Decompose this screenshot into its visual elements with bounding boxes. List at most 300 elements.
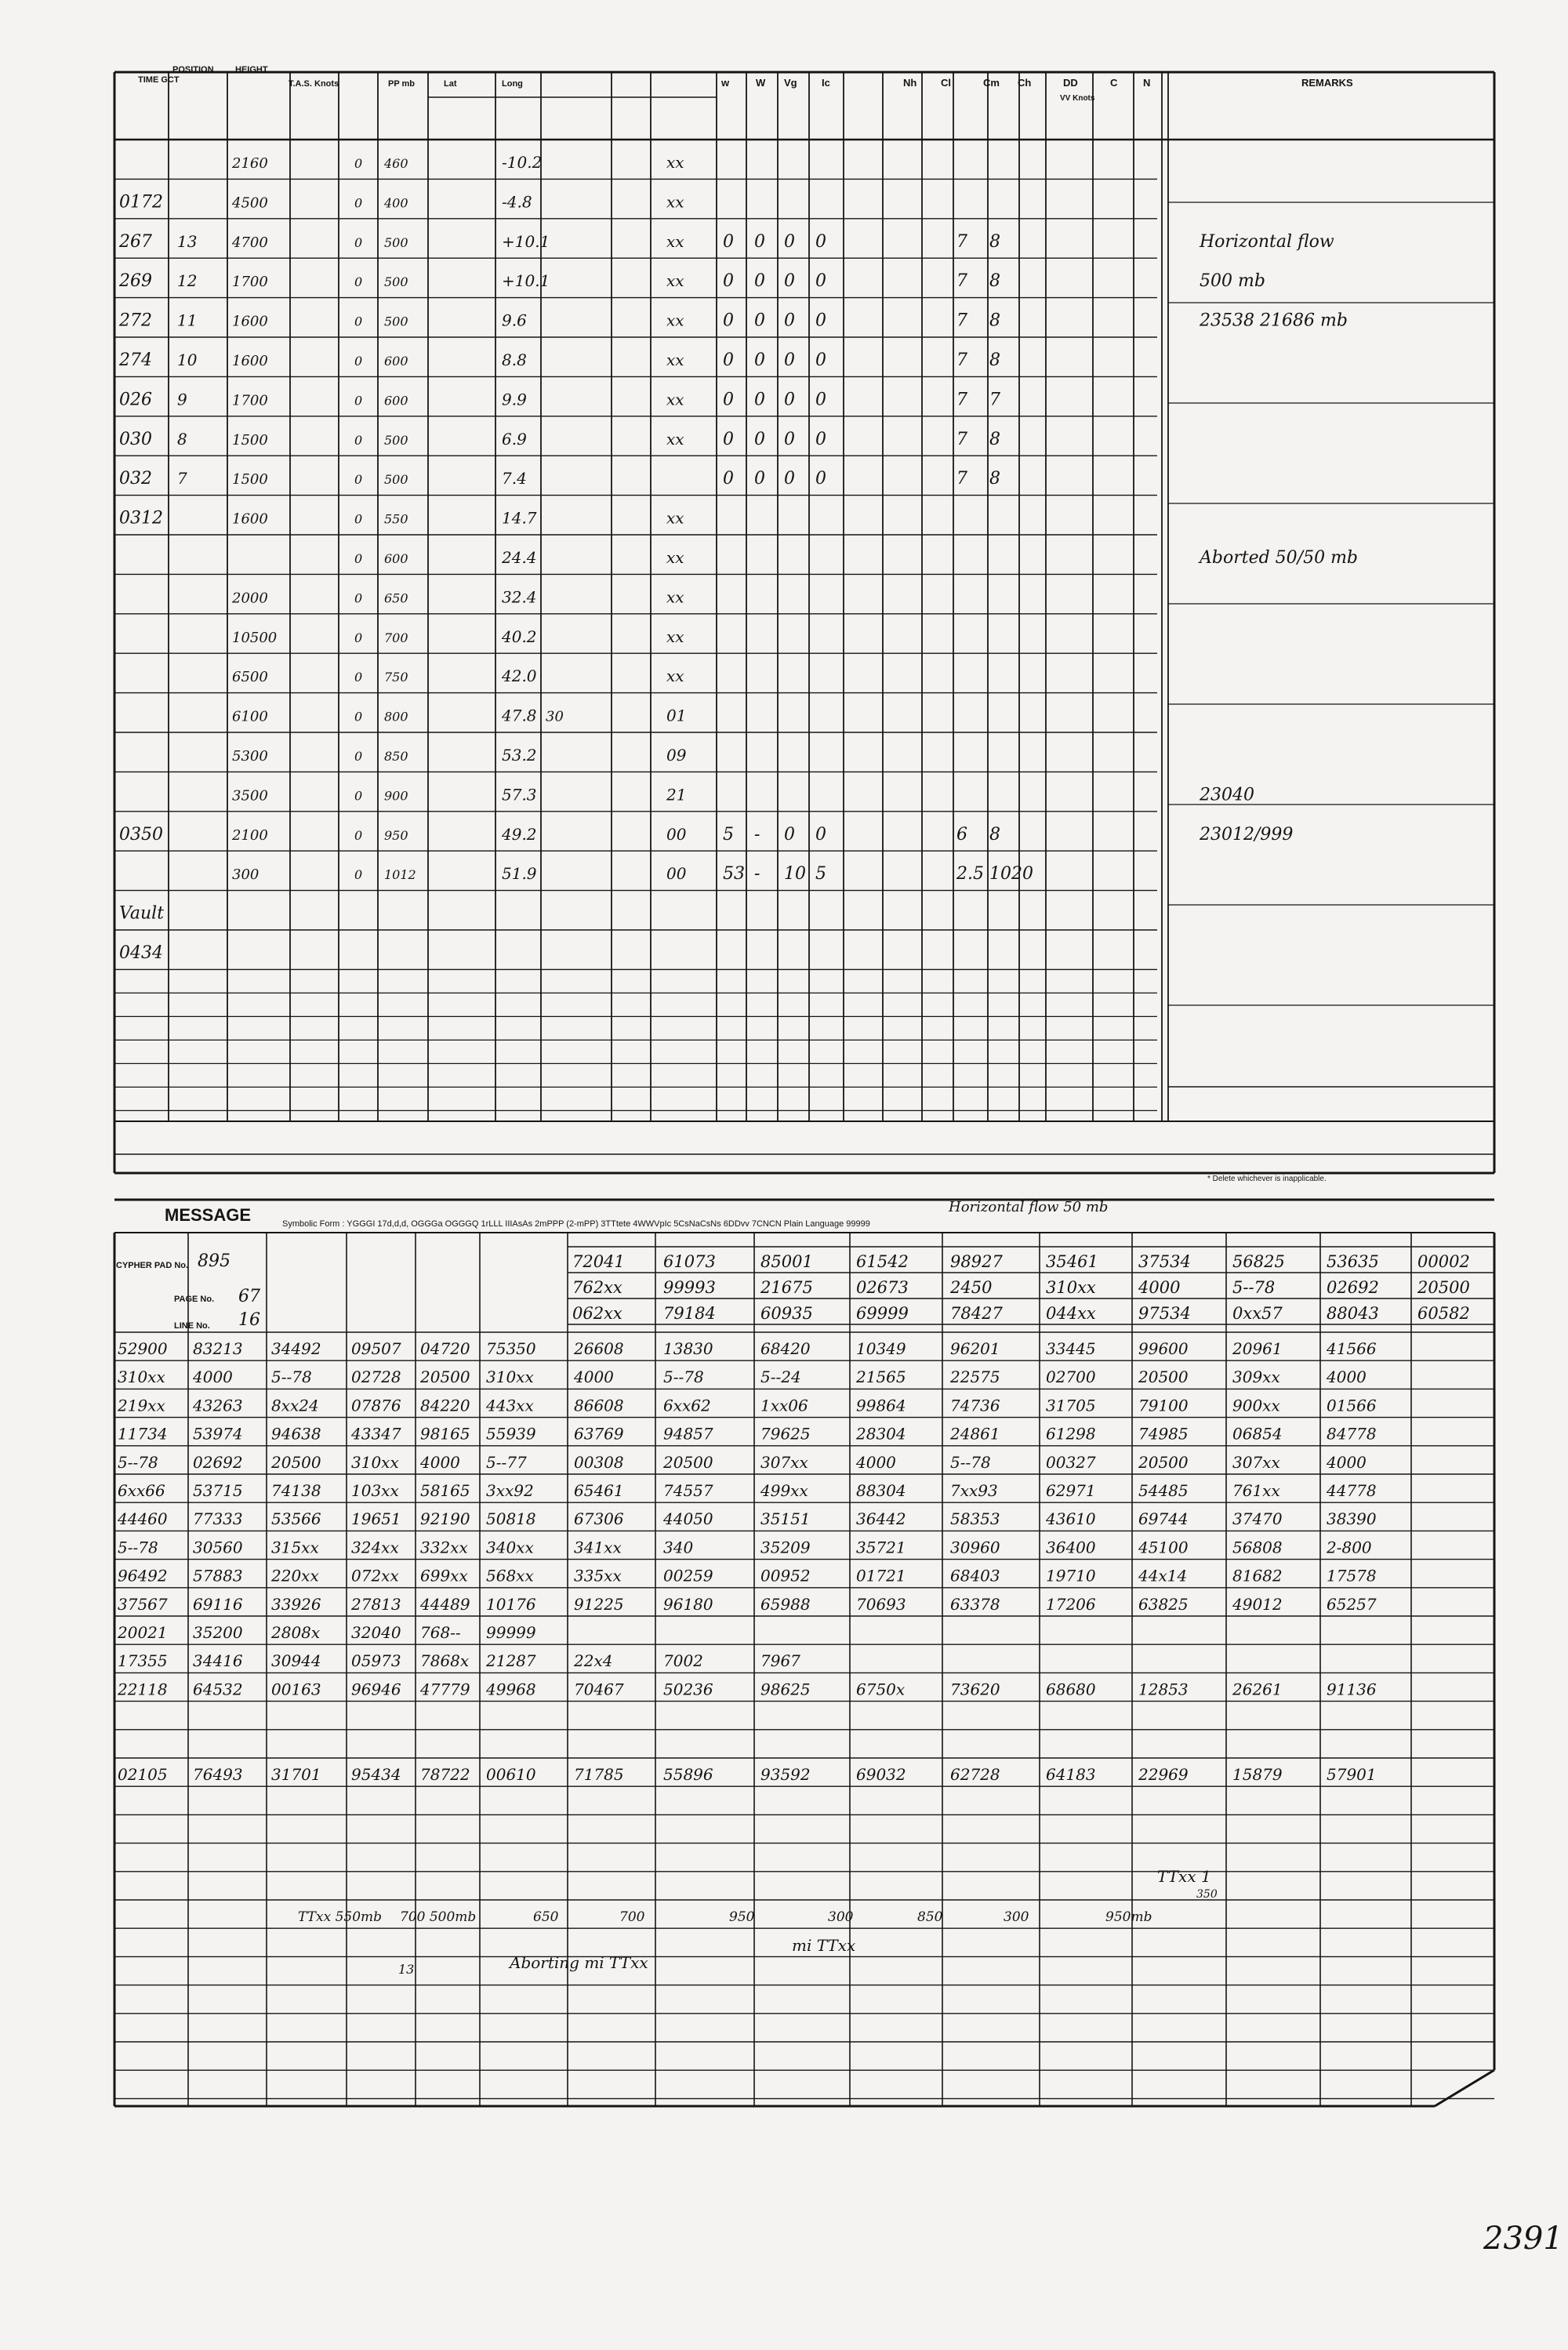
obs-ww: xx [666, 231, 684, 251]
obs-cm: 7 [956, 271, 967, 292]
message-group: 35461 [1046, 1252, 1098, 1271]
message-group: 35721 [856, 1538, 906, 1557]
message-group: 58353 [950, 1509, 1000, 1529]
obs-ww: xx [666, 508, 684, 528]
message-group: 74736 [950, 1396, 1000, 1415]
message-group: 67306 [574, 1509, 624, 1529]
obs-height: 2160 [232, 155, 268, 172]
message-group: 88304 [856, 1481, 906, 1500]
message-group: 01566 [1327, 1396, 1377, 1415]
message-group: 96201 [950, 1339, 1000, 1358]
message-group: 6xx62 [663, 1396, 711, 1415]
obs-long: 47.8 [502, 706, 537, 725]
message-group: 28304 [856, 1424, 906, 1444]
message-group: 0xx57 [1232, 1304, 1283, 1323]
message-group: 10176 [486, 1594, 536, 1614]
message-group: 341xx [574, 1538, 622, 1557]
obs-cm: 7 [956, 390, 967, 410]
obs-ic: 0 [815, 311, 826, 331]
header-long: Long [502, 79, 523, 89]
header-nh: Nh [903, 77, 917, 89]
message-group: 443xx [486, 1396, 534, 1415]
message-group: 69999 [856, 1304, 909, 1323]
message-group: 17578 [1327, 1566, 1377, 1585]
message-group: 5--78 [118, 1538, 158, 1557]
header-cm: Cm [983, 77, 1000, 89]
message-group: 309xx [1232, 1368, 1280, 1387]
message-group: 19710 [1046, 1566, 1096, 1585]
message-group: 02692 [193, 1452, 243, 1472]
message-group: 79625 [760, 1424, 811, 1444]
message-group: 900xx [1232, 1396, 1280, 1415]
message-group: 45100 [1138, 1538, 1189, 1557]
message-group: 56808 [1232, 1538, 1283, 1557]
message-group: 5--78 [1232, 1278, 1276, 1297]
obs-w1: 0 [723, 429, 734, 449]
message-group: 35200 [193, 1623, 243, 1642]
message-group: 68420 [760, 1339, 811, 1358]
message-group: 78722 [420, 1765, 470, 1784]
message-group: 2808x [271, 1623, 321, 1642]
obs-pp: 900 [384, 788, 408, 804]
message-group: 768-- [420, 1623, 461, 1642]
obs-ww: xx [666, 351, 684, 369]
observation-row [119, 943, 163, 963]
message-group: 97534 [1138, 1304, 1191, 1323]
obs-height: 1600 [232, 510, 268, 528]
obs-long: -4.8 [502, 192, 532, 212]
message-group: 315xx [271, 1538, 319, 1557]
cypher-pad-label: CYPHER PAD No. [116, 1261, 189, 1270]
obs-height: 6500 [232, 669, 268, 686]
message-group: 64532 [193, 1680, 243, 1699]
message-group: 1xx06 [760, 1396, 808, 1415]
message-group: 22969 [1138, 1765, 1189, 1784]
remark-text: 23012/999 [1200, 824, 1294, 844]
message-group: 02728 [351, 1368, 401, 1387]
message-group: 43347 [351, 1424, 401, 1444]
message-group: 91136 [1327, 1680, 1377, 1699]
obs-w2: 0 [754, 469, 765, 489]
obs-ww: xx [666, 153, 684, 172]
message-group: 68403 [950, 1566, 1000, 1585]
obs-w2: 0 [754, 429, 765, 449]
obs-vg: 0 [784, 311, 795, 331]
header-c: C [1110, 77, 1118, 89]
obs-height: 2000 [232, 590, 268, 607]
obs-pp: 700 [384, 630, 408, 645]
level-entry: 300 [828, 1909, 854, 1925]
obs-pp: 600 [384, 354, 408, 369]
message-group: 96946 [351, 1680, 401, 1699]
obs-w1: 0 [723, 271, 734, 292]
header-dd: DD [1063, 77, 1078, 89]
obs-ic: 0 [815, 390, 826, 410]
remark-text: 23040 [1200, 785, 1254, 805]
message-group: 3xx92 [486, 1481, 534, 1500]
obs-pos: 8 [177, 429, 187, 449]
message-group: 98927 [950, 1252, 1003, 1271]
message-group: 69032 [856, 1765, 906, 1784]
message-group: 69744 [1138, 1509, 1189, 1529]
remark-text: Horizontal flow [1200, 231, 1334, 252]
obs-vg: 0 [784, 429, 795, 449]
line-value: 16 [238, 1310, 260, 1330]
obs-ch: 8 [989, 271, 1000, 292]
message-group: 64183 [1046, 1765, 1096, 1784]
obs-pp: 460 [384, 156, 408, 171]
obs-cm: 7 [956, 351, 967, 370]
message-group: 00610 [486, 1765, 536, 1784]
message-group: 96492 [118, 1566, 168, 1585]
message-group: 21565 [856, 1368, 906, 1387]
message-group: 6xx66 [118, 1481, 165, 1500]
obs-ww: xx [666, 192, 684, 212]
obs-g: 0 [354, 234, 363, 250]
message-group: 20500 [420, 1368, 470, 1387]
message-group: 27813 [351, 1594, 401, 1614]
cypher-pad-value: 895 [198, 1251, 230, 1271]
obs-long: 51.9 [502, 864, 537, 884]
obs-ww: xx [666, 390, 684, 409]
message-group: 99993 [663, 1278, 716, 1297]
obs-pos: 11 [177, 311, 198, 330]
message-group: 07876 [351, 1396, 401, 1415]
message-group: 50236 [663, 1680, 713, 1699]
message-group: 00002 [1417, 1252, 1470, 1271]
obs-cm: 7 [956, 311, 967, 331]
obs-long: 9.9 [502, 390, 527, 409]
obs-w2: 0 [754, 390, 765, 410]
message-group: 22575 [950, 1368, 1000, 1387]
obs-ic: 0 [815, 469, 826, 489]
header-height: HEIGHT [235, 65, 268, 74]
message-group: 00952 [760, 1566, 811, 1585]
obs-height: 1500 [232, 431, 268, 449]
obs-w2: 0 [754, 311, 765, 331]
obs-long: 32.4 [502, 587, 537, 607]
obs-vg: 0 [784, 469, 795, 489]
header-time: TIME GCT [138, 75, 180, 85]
message-group: 324xx [351, 1538, 399, 1557]
obs-cm: 7 [956, 231, 967, 252]
obs-time: 030 [119, 429, 152, 449]
aborted-line-2: mi TTxx [792, 1936, 856, 1955]
message-group: 79100 [1138, 1396, 1189, 1415]
obs-time: 272 [119, 311, 152, 331]
obs-w1: 53 [723, 864, 745, 884]
obs-height: 10500 [232, 629, 278, 646]
remark-text: Aborted 50/50 mb [1200, 548, 1359, 568]
message-group: 57883 [193, 1566, 243, 1585]
message-group: 072xx [351, 1566, 399, 1585]
tail-note-1: TTxx 1 [1157, 1867, 1211, 1886]
obs-vg: 0 [784, 271, 795, 292]
line-label: LINE No. [174, 1321, 210, 1331]
message-group: 307xx [760, 1452, 808, 1472]
message-group: 22118 [118, 1680, 168, 1699]
obs-g: 0 [354, 670, 363, 685]
level-entry: 700 500mb [400, 1909, 477, 1925]
footnote: * Delete whichever is inapplicable. [1207, 1175, 1327, 1183]
aborted-line-number: 13 [398, 1962, 415, 1977]
obs-w2: - [754, 824, 760, 844]
message-group: 54485 [1138, 1481, 1189, 1500]
message-group: 20500 [271, 1452, 321, 1472]
message-group: 74557 [663, 1481, 713, 1500]
message-group: 44050 [663, 1509, 713, 1529]
header-tas: T.A.S. Knots [289, 79, 339, 89]
message-group: 37534 [1138, 1252, 1191, 1271]
message-group: 85001 [760, 1252, 813, 1271]
obs-pp: 400 [384, 195, 408, 211]
message-group: 32040 [351, 1623, 401, 1642]
message-group: 2450 [950, 1278, 993, 1297]
obs-ic: 0 [815, 231, 826, 252]
message-group: 44x14 [1138, 1566, 1188, 1585]
message-group: 65257 [1327, 1594, 1377, 1614]
obs-height: 4500 [232, 194, 268, 212]
obs-cm: 6 [956, 824, 967, 844]
header-ch: Ch [1018, 77, 1032, 89]
message-group: 307xx [1232, 1452, 1280, 1472]
message-group: 60935 [760, 1304, 813, 1323]
message-group: 35209 [760, 1538, 811, 1557]
obs-w1: 0 [723, 469, 734, 489]
message-group: 4000 [1138, 1278, 1181, 1297]
message-group: 53974 [193, 1424, 243, 1444]
obs-long: 14.7 [502, 508, 537, 528]
message-group: 26261 [1232, 1680, 1283, 1699]
message-group: 10349 [856, 1339, 906, 1358]
message-group: 98625 [760, 1680, 811, 1699]
message-group: 78427 [950, 1304, 1003, 1323]
obs-w1: 0 [723, 351, 734, 370]
message-group: 4000 [1327, 1368, 1367, 1387]
message-group: 05973 [351, 1651, 401, 1671]
message-group: 60582 [1417, 1304, 1470, 1323]
message-group: 20021 [118, 1623, 168, 1642]
message-group: 34416 [193, 1651, 243, 1671]
message-group: 335xx [574, 1566, 622, 1585]
message-group: 26608 [574, 1339, 624, 1358]
obs-ww: xx [666, 548, 684, 567]
obs-pp: 600 [384, 393, 408, 409]
message-group: 02105 [118, 1765, 168, 1784]
obs-long: 57.3 [502, 785, 537, 805]
obs-ww: xx [666, 627, 684, 646]
obs-cm: 7 [956, 429, 967, 449]
obs-time: 274 [119, 351, 152, 370]
obs-g: 0 [354, 827, 363, 843]
obs-ww: 00 [666, 864, 687, 884]
message-group: 37567 [118, 1594, 168, 1614]
obs-long: 7.4 [502, 469, 527, 489]
obs-g: 0 [354, 511, 363, 527]
message-group: 99999 [486, 1623, 536, 1642]
message-group: 219xx [118, 1396, 165, 1415]
obs-pp: 500 [384, 472, 408, 488]
message-group: 71785 [574, 1765, 624, 1784]
obs-ch: 8 [989, 469, 1000, 489]
message-group: 7xx93 [950, 1481, 998, 1500]
message-group: 63378 [950, 1594, 1000, 1614]
obs-height: 1700 [232, 392, 268, 409]
obs-time: 032 [119, 469, 152, 489]
obs-g: 0 [354, 393, 363, 409]
message-group: 33445 [1046, 1339, 1096, 1358]
message-group: 36400 [1046, 1538, 1096, 1557]
message-group: 44489 [420, 1594, 470, 1614]
message-group: 7868x [420, 1651, 470, 1671]
level-entry: 300 [1004, 1909, 1029, 1925]
message-group: 15879 [1232, 1765, 1283, 1784]
message-group: 50818 [486, 1509, 536, 1529]
obs-ww: xx [666, 311, 684, 330]
obs-ic: 0 [815, 271, 826, 292]
obs-g: 0 [354, 354, 363, 369]
obs-g: 0 [354, 709, 363, 725]
message-group: 61298 [1046, 1424, 1096, 1444]
message-group: 220xx [271, 1566, 319, 1585]
obs-time: 0434 [119, 943, 163, 963]
header-cl: Cl [941, 77, 951, 89]
obs-pp: 500 [384, 274, 408, 290]
message-group: 37470 [1232, 1509, 1283, 1529]
obs-ww: xx [666, 587, 684, 607]
obs-pp: 500 [384, 432, 408, 448]
message-group: 88043 [1327, 1304, 1379, 1323]
message-group: 20500 [1417, 1278, 1470, 1297]
obs-time: 267 [119, 231, 152, 252]
message-group: 63825 [1138, 1594, 1189, 1614]
message-group: 44778 [1327, 1481, 1377, 1500]
message-group: 73620 [950, 1680, 1000, 1699]
obs-g: 0 [354, 195, 363, 211]
message-group: 5--24 [760, 1368, 801, 1387]
message-group: 00327 [1046, 1452, 1096, 1472]
obs-pp: 600 [384, 551, 408, 566]
page-value: 67 [238, 1287, 260, 1306]
obs-ww: 09 [666, 746, 687, 765]
message-group: 01721 [856, 1566, 906, 1585]
header-ic: Ic [822, 77, 830, 89]
message-group: 17355 [118, 1651, 168, 1671]
message-group: 4000 [856, 1452, 896, 1472]
message-group: 99600 [1138, 1339, 1189, 1358]
obs-pp: 500 [384, 234, 408, 250]
obs-vg: 0 [784, 824, 795, 844]
obs-s1: 30 [546, 708, 564, 725]
message-group: 6750x [856, 1680, 906, 1699]
message-group: 70693 [856, 1594, 906, 1614]
message-group: 43610 [1046, 1509, 1096, 1529]
obs-ch: 8 [989, 351, 1000, 370]
message-group: 062xx [572, 1304, 622, 1323]
message-group: 17206 [1046, 1594, 1096, 1614]
message-group: 72041 [572, 1252, 625, 1271]
obs-long: -10.2 [502, 153, 543, 172]
message-group: 5--77 [486, 1452, 527, 1472]
message-group: 761xx [1232, 1481, 1280, 1500]
message-group: 22x4 [574, 1651, 613, 1671]
message-group: 06854 [1232, 1424, 1283, 1444]
obs-pos: 9 [177, 390, 187, 409]
obs-ch: 8 [989, 311, 1000, 331]
message-group: 49012 [1232, 1594, 1283, 1614]
message-group: 310xx [486, 1368, 534, 1387]
obs-pos: 10 [177, 351, 198, 369]
obs-ww: 00 [666, 824, 687, 844]
message-group: 4000 [193, 1368, 233, 1387]
message-group: 95434 [351, 1765, 401, 1784]
message-group: 68680 [1046, 1680, 1096, 1699]
message-group: 310xx [351, 1452, 399, 1472]
obs-height: 300 [232, 866, 260, 884]
message-group: 49968 [486, 1680, 536, 1699]
obs-w1: 0 [723, 311, 734, 331]
obs-ic: 5 [815, 864, 826, 884]
obs-long: 9.6 [502, 311, 527, 330]
obs-height: 5300 [232, 748, 268, 765]
obs-ww: xx [666, 429, 684, 449]
message-group: 00308 [574, 1452, 624, 1472]
obs-time: 0350 [119, 824, 163, 844]
message-group: 7002 [663, 1651, 703, 1671]
message-group: 30960 [950, 1538, 1000, 1557]
obs-long: 49.2 [502, 824, 537, 844]
obs-long: 8.8 [502, 351, 527, 369]
obs-ww: 21 [666, 785, 687, 805]
message-group: 98165 [420, 1424, 470, 1444]
message-group: 103xx [351, 1481, 399, 1500]
message-group: 31705 [1046, 1396, 1096, 1415]
level-entry: 950 [729, 1909, 755, 1925]
message-group: 61073 [663, 1252, 716, 1271]
message-group: 65988 [760, 1594, 811, 1614]
message-group: 69116 [193, 1594, 243, 1614]
obs-g: 0 [354, 630, 363, 645]
message-group: 53715 [193, 1481, 243, 1500]
message-group: 21287 [486, 1651, 536, 1671]
obs-ww: xx [666, 666, 684, 686]
obs-w2: - [754, 864, 760, 884]
level-entry: 850 [917, 1909, 943, 1925]
obs-ch: 8 [989, 429, 1000, 449]
obs-pos: 12 [177, 271, 198, 291]
level-entry: 950mb [1105, 1909, 1152, 1925]
level-entry: 650 [533, 1909, 559, 1925]
message-group: 30560 [193, 1538, 243, 1557]
message-group: 04720 [420, 1339, 470, 1358]
obs-ch: 7 [989, 390, 1000, 410]
message-group: 70467 [574, 1680, 624, 1699]
obs-height: 1500 [232, 471, 268, 489]
message-group: 34492 [271, 1339, 321, 1358]
message-group: 35151 [760, 1509, 811, 1529]
message-group: 76493 [193, 1765, 243, 1784]
obs-g: 0 [354, 551, 363, 566]
header-vg: Vg [784, 77, 797, 89]
message-group: 02673 [856, 1278, 909, 1297]
obs-g: 0 [354, 788, 363, 804]
obs-g: 0 [354, 314, 363, 329]
remark-text: 500 mb [1200, 271, 1265, 292]
obs-pp: 750 [384, 670, 408, 685]
obs-long: 24.4 [502, 548, 537, 567]
message-group: 86608 [574, 1396, 624, 1415]
message-group: 24861 [950, 1424, 1000, 1444]
